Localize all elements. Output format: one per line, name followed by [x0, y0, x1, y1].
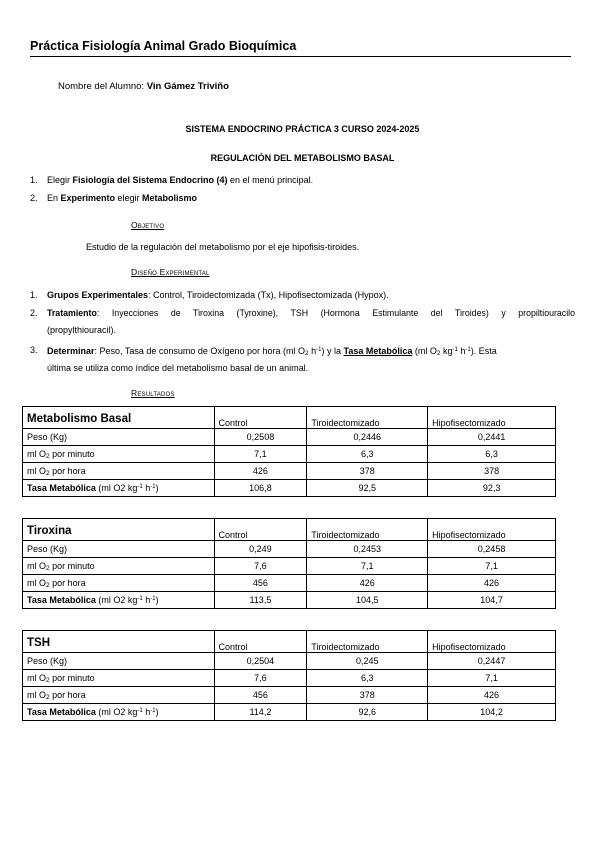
col-control: Control — [214, 519, 307, 541]
table-row: Tasa Metabólica (ml O2 $kg^{-1}$ $h^{-1}$) 113,5 104,5 104,7 — [23, 592, 556, 609]
main-title: SISTEMA ENDOCRINO PRÁCTICA 3 CURSO 2024-2025 — [185, 124, 420, 134]
sub-title: REGULACIÓN DEL METABOLISMO BASAL — [210, 153, 395, 163]
objetivo-text: Estudio de la regulación del metabolismo por el eje hipofisis-tiroides. — [86, 242, 360, 252]
student-label: Nombre del Alumno: — [58, 81, 145, 92]
table-row: ml $O_2$ por minuto 7,6 6,3 7,1 — [23, 670, 556, 687]
results-table-tsh — [22, 630, 556, 721]
table-row: Peso (Kg) 0,2508 0,2446 0,2441 — [23, 429, 556, 446]
table-row: ml $O_2$ por hora 426 378 378 — [23, 463, 556, 480]
col-hipofisectomizado: Hipofisectomizado — [428, 519, 556, 541]
table-row: Peso (Kg) 0,249 0,2453 0,2458 — [23, 541, 556, 558]
table-row: Peso (Kg) 0,2504 0,245 0,2447 — [23, 653, 556, 670]
document-title: Práctica Fisiología Animal Grado Bioquímica — [30, 39, 297, 53]
table-row: ml $O_2$ por hora 456 378 426 — [23, 687, 556, 704]
table-row: ml $O_2$ por hora 456 426 426 — [23, 575, 556, 592]
student-name: Vin Gámez Triviño — [146, 81, 229, 92]
step-1: 1. Elegir Fisiología del Sistema Endocrino (4) en el menú principal. — [30, 175, 314, 185]
results-table-metabolismo-basal — [22, 406, 556, 497]
col-control: Control — [214, 631, 307, 653]
col-control: Control — [214, 407, 307, 429]
table-row: ml $O_2$ por minuto 7,6 7,1 7,1 — [23, 558, 556, 575]
table-row: Tasa Metabólica (ml O2 $kg^{-1}$ $h^{-1}$) 106,8 92,5 92,3 — [23, 480, 556, 497]
table-name: Tiroxina — [23, 519, 215, 541]
diseno-heading: Diseño Experimental — [131, 267, 210, 277]
col-tiroidectomizado: Tiroidectomizado — [307, 519, 428, 541]
diseno-item-1: 1. Grupos Experimentales: Control, Tiroidectomizada (Tx), Hipofisectomizada (Hypox). — [30, 290, 389, 300]
table-name: TSH — [23, 631, 215, 653]
diseno-item-2: 2. Tratamiento: Inyecciones de Tiroxina (Tyroxine), TSH (Hormona Estimulante del Tiroides) y propiltiouracilo (propylthiouracil). — [30, 308, 575, 335]
col-hipofisectomizado: Hipofisectomizado — [428, 631, 556, 653]
col-tiroidectomizado: Tiroidectomizado — [307, 407, 428, 429]
table-name: Metabolismo Basal — [23, 407, 215, 429]
objetivo-heading: Objetivo — [131, 220, 165, 230]
student-line — [58, 81, 229, 92]
table-row: ml $O_2$ por minuto 7,1 6,3 6,3 — [23, 446, 556, 463]
header-divider — [30, 56, 571, 57]
table-row: Tasa Metabólica (ml O2 $kg^{-1}$ $h^{-1}$) 114,2 92,6 104,2 — [23, 704, 556, 721]
col-hipofisectomizado: Hipofisectomizado — [428, 407, 556, 429]
resultados-heading: Resultados — [131, 388, 175, 398]
results-table-tiroxina — [22, 518, 556, 609]
col-tiroidectomizado: Tiroidectomizado — [307, 631, 428, 653]
diseno-item-3: 3. Determinar: Peso, Tasa de consumo de Oxígeno por hora (ml $O_2$ $h^{-1}$) y la Tasa Metabólica (ml $O_2$ $kg^{-1}$ $h^{-1}$). Esta última se utiliza como índice del metabolismo basal de un animal. — [30, 345, 497, 373]
step-2: 2. En Experimento elegir Metabolismo — [30, 193, 198, 203]
